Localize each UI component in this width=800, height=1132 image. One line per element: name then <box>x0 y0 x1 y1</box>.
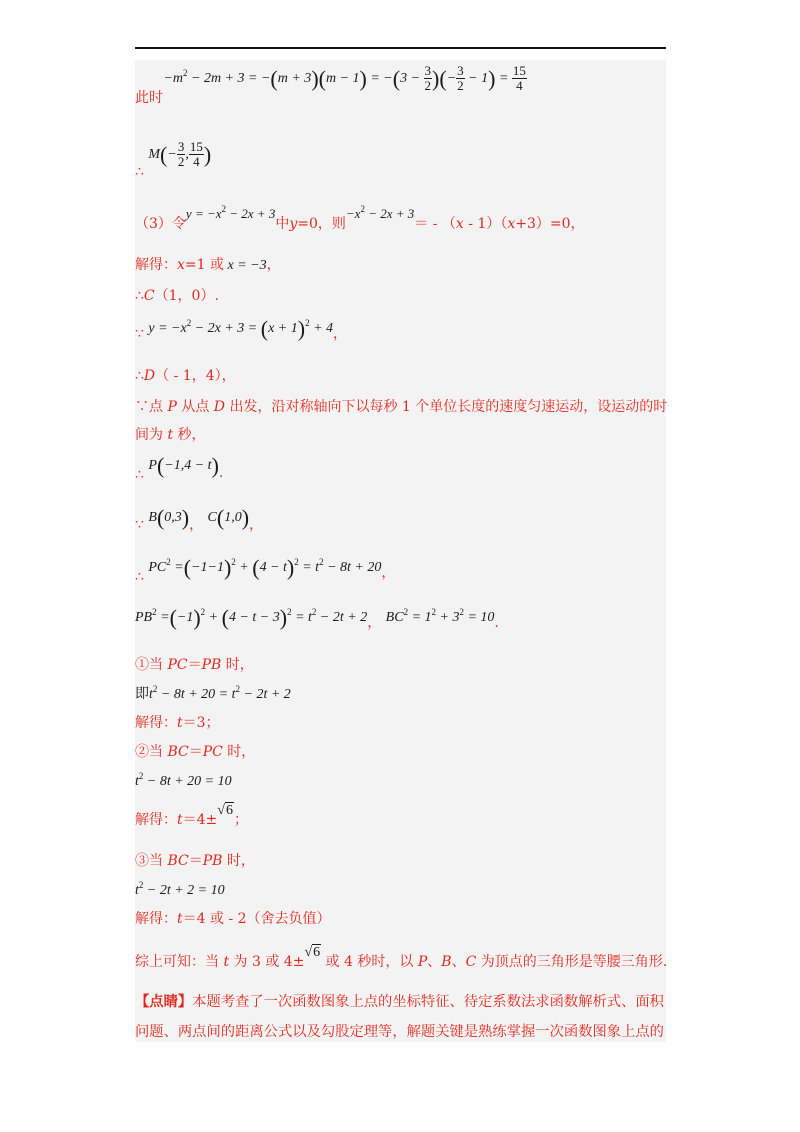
text-sep: 、 <box>427 954 442 970</box>
line-case1-eq <box>135 684 291 705</box>
line-part3 <box>135 204 585 235</box>
var-b: B <box>441 954 452 970</box>
therefore-symbol: ∴ <box>135 467 144 483</box>
line-pb-bc-squared <box>135 604 499 631</box>
eq-bc-squared: $BC^2 = 1^2 + 3^2 = 10$ <box>385 607 495 625</box>
line-time <box>135 425 206 445</box>
var-bc: BC <box>167 744 189 760</box>
text-t4pm: ＝4± <box>182 812 218 828</box>
period: . <box>494 615 499 631</box>
text-factor-a: ＝ - （ <box>414 216 456 232</box>
line-point-d <box>135 366 236 386</box>
text-case1: ①当 <box>135 657 168 673</box>
text-when: 时， <box>222 853 255 869</box>
line-points-bc <box>135 504 264 533</box>
eq-case2: $t^2 - 8t + 20 = 10$ <box>135 771 232 789</box>
line-dianjing-2 <box>135 1022 664 1042</box>
line-case1 <box>135 655 254 675</box>
text-concl-j: 为顶点的三角形是等腰三角形. <box>476 954 668 970</box>
semicolon: ； <box>233 812 248 828</box>
because-symbol: ∵ <box>135 326 144 342</box>
var-d: D <box>143 368 156 384</box>
text-eq: ＝ <box>187 657 202 673</box>
var-t: t <box>177 911 183 927</box>
eq-case3: $t^2 - 2t + 2 = 10$ <box>135 880 225 898</box>
text-factor-b: - 1）（ <box>463 216 508 232</box>
text-motion-a: ∵点 <box>135 399 168 415</box>
line-conclusion <box>135 945 668 973</box>
text-t4-or: ＝4 或 - 2（舍去负值） <box>182 911 331 927</box>
line-vertex-form <box>135 315 348 342</box>
var-bc: BC <box>167 853 189 869</box>
var-x1: x <box>455 216 464 232</box>
header-rule <box>135 47 666 49</box>
sqrt6: √6 <box>304 945 321 960</box>
text-solve: 解得： <box>135 257 177 273</box>
var-pb: PB <box>201 657 222 673</box>
text-sep: 、 <box>451 954 466 970</box>
var-t: t <box>167 427 174 443</box>
line-case3-solve <box>135 909 331 929</box>
comma: ， <box>249 517 264 533</box>
var-t: t <box>177 812 183 828</box>
line-motion-desc <box>135 397 667 417</box>
var-x: x <box>177 257 185 273</box>
var-p: P <box>417 954 428 970</box>
line-point-p <box>135 452 224 483</box>
line-case3 <box>135 851 255 871</box>
equation-m-value: $-m^2 - 2m + 3 = -(m + 3)(m - 1) = -(3$ − $\frac{3}{2}$ )(− $\frac{3}{2}$ − 1) = $\frac{15}{4}$ <box>163 63 526 93</box>
dianjing-text-2: 问题、两点间的距离公式以及勾股定理等，解题关键是熟练掌握一次函数图象上点的 <box>135 1024 664 1040</box>
eq-case1: $t^2 - 8t + 20 = t^2 - 2t + 2$ <box>149 684 291 702</box>
eq-point-c: C(1,0) <box>207 504 250 530</box>
var-c: C <box>465 954 477 970</box>
text-solve: 解得： <box>135 911 177 927</box>
therefore-symbol: ∴ <box>135 288 144 304</box>
comma: ， <box>189 517 204 533</box>
var-t: t <box>223 954 230 970</box>
eq-x-neg3: x = −3 <box>224 258 267 273</box>
text-then: =0，则 <box>297 216 346 232</box>
text-part3-let: （3）令 <box>135 216 186 232</box>
text-case3: ③当 <box>135 853 168 869</box>
line-m-value <box>135 63 527 106</box>
because-symbol: ∵ <box>135 517 144 533</box>
text-when: 时， <box>222 744 256 760</box>
var-c: C <box>143 288 155 304</box>
eq-neg-x2: $-x^2 - 2x + 3$ <box>345 204 415 221</box>
text-concl-c: 为 3 或 4± <box>229 954 305 970</box>
line-solve-x <box>135 255 281 276</box>
therefore-symbol: ∴ <box>135 163 144 180</box>
line-case2 <box>135 742 255 762</box>
dianjing-text: 本题考查了一次函数图象上点的坐标特征、待定系数法求函数解析式、面积 <box>192 994 664 1010</box>
point-m: M(− $\frac{3}{2}$ , $\frac{15}{4}$ ) <box>148 139 212 169</box>
var-t: t <box>177 715 183 731</box>
eq-pb-squared: $PB^2 =(-1)^2 + (4 - t - 3)^2 = t^2 - 2t + 2$ <box>135 604 368 630</box>
period: . <box>218 465 224 481</box>
comma: ， <box>381 565 396 581</box>
therefore-symbol: ∴ <box>135 569 144 585</box>
var-p: P <box>167 399 177 415</box>
text-eq: ＝ <box>188 853 203 869</box>
eq-point-b: B(0,3) <box>148 504 190 530</box>
text-concl-d: 或 4 秒时，以 <box>321 954 418 970</box>
var-pc: PC <box>202 744 223 760</box>
var-d: D <box>213 399 226 415</box>
line-case2-solve <box>135 803 248 831</box>
var-x2: x <box>507 216 516 232</box>
text-concl-a: 综上可知：当 <box>135 954 224 970</box>
text-factor-c: +3）=0， <box>515 216 585 232</box>
text-motion-c: 从点 <box>176 399 214 415</box>
text-ji: 即 <box>135 686 149 702</box>
line-case1-solve <box>135 713 220 733</box>
dianjing-tag: 【点睛】 <box>135 994 193 1010</box>
var-pb: PB <box>202 853 223 869</box>
line-m-point <box>135 139 212 180</box>
eq-pc-squared: $PC^2 =(-1-1)^2 + (4 - t)^2 = t^2 - 8t + 20$ <box>148 554 382 580</box>
text-case2: ②当 <box>135 744 168 760</box>
therefore-symbol: ∴ <box>135 368 144 384</box>
text-time-a: 间为 <box>135 427 168 443</box>
text-c-coords: （1，0）. <box>154 288 219 304</box>
var-y: y <box>289 216 298 232</box>
line-point-c <box>135 286 219 306</box>
text-motion-e: 出发，沿对称轴向下以每秒 1 个单位长度的速度匀速运动，设运动的时 <box>225 399 668 415</box>
text-when: 时， <box>221 657 254 673</box>
text-solve: 解得： <box>135 715 177 731</box>
text-eq1-or: =1 或 <box>184 257 224 273</box>
label-cishi: 此时 <box>135 89 163 106</box>
comma: ， <box>266 257 281 273</box>
text-eq: ＝ <box>188 744 203 760</box>
comma: ， <box>333 326 348 342</box>
eq-y-func: $y = -x^2 - 2x + 3$ <box>185 204 276 221</box>
text-solve: 解得： <box>135 812 177 828</box>
line-dianjing <box>135 992 664 1012</box>
text-t3: ＝3； <box>182 715 220 731</box>
eq-vertex-form: $y = -x^2 - 2x + 3 = (x + 1)^2 + 4$ <box>148 315 334 341</box>
sqrt6: √6 <box>217 803 233 818</box>
text-time-c: 秒， <box>173 427 206 443</box>
comma: ， <box>367 615 382 631</box>
text-d-coords: （ - 1，4）， <box>155 368 236 384</box>
line-case2-eq <box>135 771 232 792</box>
text-zhong: 中 <box>275 216 290 232</box>
line-pc-squared <box>135 554 396 585</box>
var-pc: PC <box>167 657 188 673</box>
line-case3-eq <box>135 880 225 901</box>
eq-point-p: P(−1,4 − t) <box>148 452 219 478</box>
